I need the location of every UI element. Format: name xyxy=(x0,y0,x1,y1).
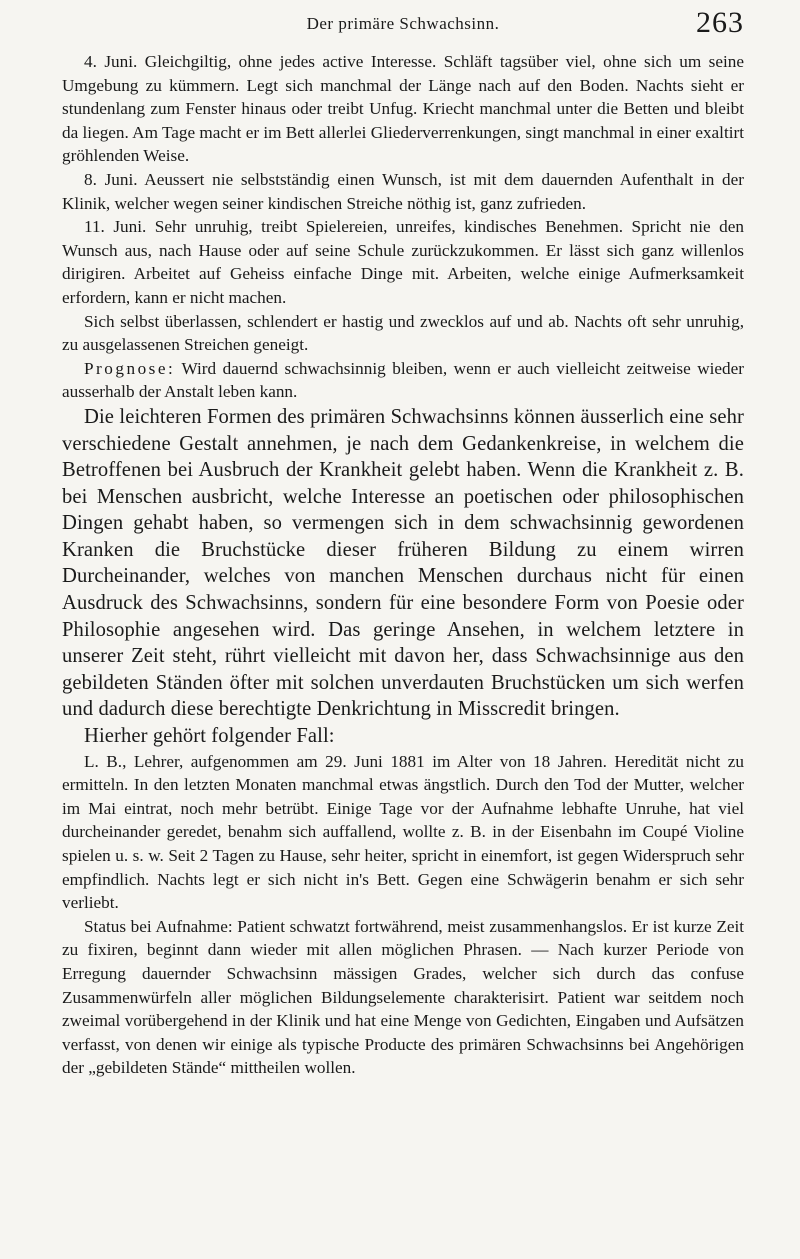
page-header xyxy=(62,0,744,50)
prognosis-text: Wird dauernd schwachsinnig bleiben, wenn er auch vielleicht zeitweise wieder ausserhalb der Anstalt leben kann. xyxy=(62,358,744,402)
prognosis-label: Prognose: xyxy=(84,358,176,378)
entry-june-11: 11. Juni. Sehr unruhig, treibt Spielereien, unreifes, kindisches Benehmen. Spricht nie den Wunsch aus, nach Hause oder auf seine Schule zurückzukommen. Er lässt sich ganz willenlos dirigiren. Arbeitet auf Geheiss einfache Dinge mit. Arbeiten, welche einige Aufmerksamkeit erfordern, kann er nicht machen. xyxy=(62,217,744,307)
entry-june-8: 8. Juni. Aeussert nie selbstständig einen Wunsch, ist mit dem dauernden Aufenthalt in der Klinik, welcher wegen seiner kindischen Streiche nöthig ist, ganz zufrieden. xyxy=(62,169,744,213)
prognosis-paragraph xyxy=(62,357,744,404)
entry-june-11-continued: Sich selbst überlassen, schlendert er hastig und zwecklos auf und ab. Nachts oft sehr unruhig, zu ausgelassenen Streichen geneigt. xyxy=(62,311,744,355)
entry-june-4: 4. Juni. Gleichgiltig, ohne jedes active Interesse. Schläft tagsüber viel, ohne sich um seine Umgebung zu kümmern. Legt sich manchmal der Länge nach auf den Boden. Nachts sieht er stundenlang zum Fenster hinaus oder treibt Unfug. Kriecht manchmal unter die Betten und bleibt da liegen. Am Tage macht er im Bett allerlei Gliederverrenkungen, singt manchmal in einer exaltirt gröhlenden Weise. xyxy=(62,52,744,166)
running-title: Der primäre Schwachsinn. xyxy=(306,14,500,33)
admission-status: Status bei Aufnahme: Patient schwatzt fortwährend, meist zusammenhangslos. Er ist kurze Zeit zu fixiren, beginnt dann wieder mit allen möglichen Phrasen. — Nach kurzer Periode von Erregung dauernder Schwachsinn mässigen Grades, welcher sich durch das confuse Zusammenwürfeln aller möglichen Bildungselemente charakterisirt. Patient war seitdem noch zweimal vorübergehend in der Klinik und hat eine Menge von Gedichten, Eingaben und Aufsätzen verfasst, von denen wir einige als typische Producte des primären Schwachsinns bei Angehörigen der „gebildeten Stände“ mittheilen wollen. xyxy=(62,916,744,1078)
page-number: 263 xyxy=(696,6,744,39)
main-discussion-paragraph: Die leichteren Formen des primären Schwachsinns können äusserlich eine sehr verschiedene Gestalt annehmen, je nach dem Gedankenkreise, in welchem die Betroffenen bei Ausbruch der Krankheit gelebt haben. Wenn die Krankheit z. B. bei Menschen ausbricht, welche Interesse an poetischen oder philosophischen Dingen gehabt haben, so vermengen sich in dem schwachsinnig gewordenen Kranken die Bruchstücke dieser früheren Bildung zu einem wirren Durcheinander, welches von manchen Menschen durchaus nicht für einen Ausdruck des Schwachsinns, sondern für eine besondere Form von Poesie oder Philosophie angesehen wird. Das geringe Ansehen, in welchem letztere in unserer Zeit steht, rührt vielleicht mit davon her, dass Schwachsinnige aus den gebildeten Ständen öfter mit solchen unverdauten Bruchstücken um sich werfen und dadurch diese berechtigte Denkrichtung in Misscredit bringen. xyxy=(62,405,744,721)
case-history: L. B., Lehrer, aufgenommen am 29. Juni 1881 im Alter von 18 Jahren. Heredität nicht zu ermitteln. In den letzten Monaten manchmal etwas ängstlich. Durch den Tod der Mutter, welcher im Mai eintrat, noch mehr betrübt. Einige Tage vor der Aufnahme lebhafte Unruhe, hat viel durcheinander geredet, benahm sich auffallend, wollte z. B. in der Eisenbahn im Coupé Violine spielen u. s. w. Seit 2 Tagen zu Hause, sehr heiter, spricht in einemfort, ist gegen Widerspruch sehr empfindlich. Nachts legt er sich nicht in's Bett. Gegen eine Schwägerin benahm er sich sehr verliebt. xyxy=(62,751,744,913)
case-intro: Hierher gehört folgender Fall: xyxy=(84,725,335,748)
